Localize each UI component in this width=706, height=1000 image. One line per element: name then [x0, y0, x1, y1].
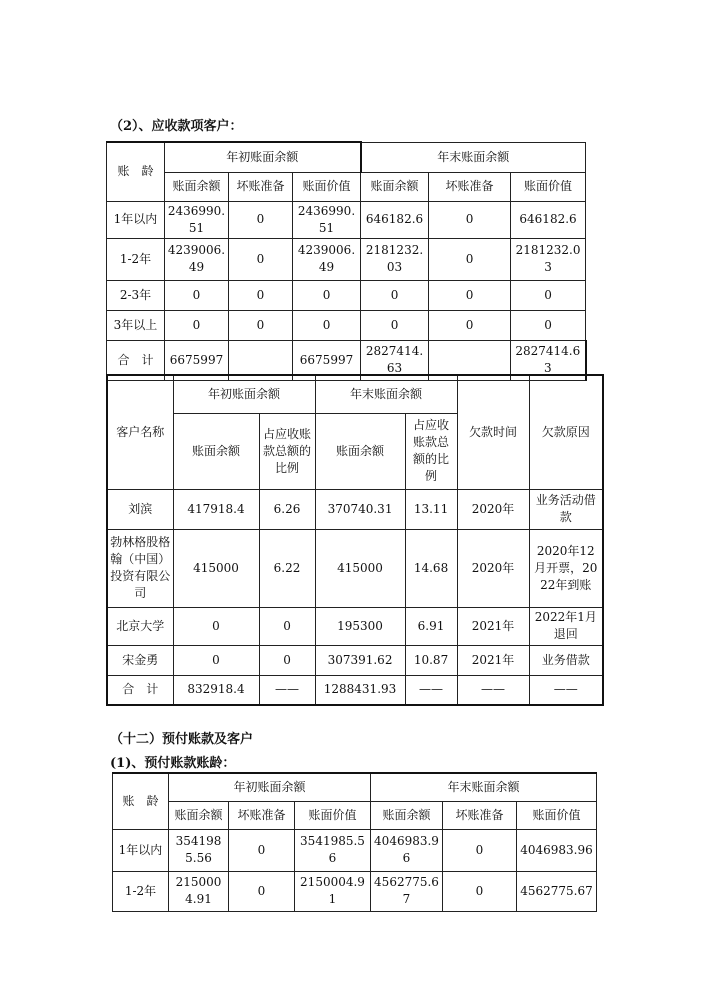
prepayments-heading: （十二）预付账款及客户 — [110, 732, 254, 747]
subheader-cell: 账面价值 — [295, 801, 371, 829]
table-cell: 0 — [443, 871, 517, 911]
table-cell: —— — [457, 675, 529, 705]
table-cell: 832918.4 — [173, 675, 259, 705]
subheader-cell: 账面余额 — [169, 801, 229, 829]
row-label: 1-2年 — [113, 871, 169, 911]
row-label: 1-2年 — [107, 238, 165, 280]
prepayments-aging-subheading: (1)、预付账款账龄： — [110, 756, 236, 771]
subheader-cell: 账面余额 — [165, 172, 229, 201]
subheader-cell: 占应收账款总额的比例 — [405, 413, 457, 489]
table-cell: 0 — [511, 280, 586, 310]
subheader-cell: 账面价值 — [517, 801, 597, 829]
table-cell: 0 — [229, 280, 293, 310]
table-cell: 4046983.96 — [517, 829, 597, 871]
table-cell: 307391.62 — [315, 645, 405, 675]
table-cell: 0 — [229, 201, 293, 238]
table-cell: 2020年12月开票，2022年到账 — [529, 529, 603, 607]
table-cell: 417918.4 — [173, 489, 259, 529]
subheader-cell: 账面余额 — [371, 801, 443, 829]
header-begin-balance: 年初账面余额 — [165, 142, 361, 172]
table-cell: 0 — [165, 310, 229, 340]
table-cell: 10.87 — [405, 645, 457, 675]
table-cell: 0 — [429, 238, 511, 280]
table-cell: 2436990.51 — [293, 201, 361, 238]
table-cell: 370740.31 — [315, 489, 405, 529]
table-cell: 0 — [429, 201, 511, 238]
table-cell: 0 — [293, 310, 361, 340]
header-debt-reason: 欠款原因 — [529, 375, 603, 489]
table-cell: 2020年 — [457, 529, 529, 607]
table-cell: —— — [259, 675, 315, 705]
header-begin-balance: 年初账面余额 — [169, 773, 371, 801]
customer-name: 合 计 — [107, 675, 173, 705]
table-cell: 646182.6 — [361, 201, 429, 238]
table-cell: 0 — [229, 829, 295, 871]
row-label: 2-3年 — [107, 280, 165, 310]
receivables-customer-table — [106, 374, 604, 706]
row-label: 合 计 — [107, 340, 165, 380]
table-cell: 4239006.49 — [165, 238, 229, 280]
header-age: 账 龄 — [107, 142, 165, 201]
table-cell: 2181232.03 — [511, 238, 586, 280]
table-cell: 195300 — [315, 607, 405, 645]
header-end-balance: 年末账面余额 — [315, 375, 457, 413]
table-row — [107, 607, 603, 645]
header-debt-time: 欠款时间 — [457, 375, 529, 489]
table-row — [107, 280, 586, 310]
subheader-cell: 占应收账款总额的比例 — [259, 413, 315, 489]
table-cell: —— — [405, 675, 457, 705]
table-cell: 646182.6 — [511, 201, 586, 238]
table-cell: 4562775.67 — [517, 871, 597, 911]
table-cell: 6.22 — [259, 529, 315, 607]
receivables-aging-table — [106, 141, 587, 381]
table-cell: 0 — [229, 871, 295, 911]
table-cell: 415000 — [315, 529, 405, 607]
header-end-balance: 年末账面余额 — [371, 773, 597, 801]
table-cell: 2181232.03 — [361, 238, 429, 280]
prepayments-aging-table — [112, 772, 597, 912]
table-row-total — [107, 675, 603, 705]
table-cell: 6.91 — [405, 607, 457, 645]
table-row — [113, 829, 597, 871]
table-cell: 1288431.93 — [315, 675, 405, 705]
customer-name: 勃林格股格翰（中国）投资有限公司 — [107, 529, 173, 607]
subheader-cell: 账面价值 — [293, 172, 361, 201]
table-cell: 0 — [165, 280, 229, 310]
customer-name: 北京大学 — [107, 607, 173, 645]
table-cell: 2827414.63 — [511, 340, 586, 380]
table-cell: 4239006.49 — [293, 238, 361, 280]
table-cell: 0 — [511, 310, 586, 340]
subheader-cell: 账面余额 — [173, 413, 259, 489]
table-cell: 6.26 — [259, 489, 315, 529]
table-cell: 3541985.56 — [169, 829, 229, 871]
table-cell: 0 — [229, 238, 293, 280]
subheader-cell: 账面余额 — [361, 172, 429, 201]
table-cell: 2436990.51 — [165, 201, 229, 238]
row-label: 1年以内 — [113, 829, 169, 871]
table-row — [107, 238, 586, 280]
table-cell: 6675997 — [165, 340, 229, 380]
table-cell: 0 — [293, 280, 361, 310]
table-cell: 415000 — [173, 529, 259, 607]
subheader-cell: 坏账准备 — [229, 172, 293, 201]
table-cell: 4046983.96 — [371, 829, 443, 871]
table-cell: 0 — [173, 645, 259, 675]
table-cell: 6675997 — [293, 340, 361, 380]
table-cell: 0 — [259, 645, 315, 675]
header-end-balance: 年末账面余额 — [361, 142, 586, 172]
table-cell: 0 — [361, 310, 429, 340]
customer-name: 宋金勇 — [107, 645, 173, 675]
subheader-cell: 坏账准备 — [443, 801, 517, 829]
table-cell: 0 — [361, 280, 429, 310]
table-cell: 0 — [259, 607, 315, 645]
table-cell: 2827414.63 — [361, 340, 429, 380]
subheader-cell: 坏账准备 — [429, 172, 511, 201]
table-cell: 0 — [229, 310, 293, 340]
table-row — [113, 871, 597, 911]
table-row — [107, 201, 586, 238]
header-begin-balance: 年初账面余额 — [173, 375, 315, 413]
customer-name: 刘滨 — [107, 489, 173, 529]
row-label: 3年以上 — [107, 310, 165, 340]
table-cell: 0 — [429, 310, 511, 340]
table-cell: 3541985.56 — [295, 829, 371, 871]
subheader-cell: 账面价值 — [511, 172, 586, 201]
table-cell: —— — [529, 675, 603, 705]
table-cell: 2150004.91 — [295, 871, 371, 911]
table-cell: 2021年 — [457, 645, 529, 675]
table-row — [107, 310, 586, 340]
table-cell: 业务借款 — [529, 645, 603, 675]
table-cell: 13.11 — [405, 489, 457, 529]
table-cell: 业务活动借款 — [529, 489, 603, 529]
table-cell: 0 — [173, 607, 259, 645]
table-row — [107, 529, 603, 607]
table-cell: 14.68 — [405, 529, 457, 607]
table-cell: 2020年 — [457, 489, 529, 529]
table-cell: 2150004.91 — [169, 871, 229, 911]
table-cell: 2022年1月退回 — [529, 607, 603, 645]
table-cell: 4562775.67 — [371, 871, 443, 911]
table-row — [107, 645, 603, 675]
table-cell: 0 — [429, 280, 511, 310]
header-customer-name: 客户名称 — [107, 375, 173, 489]
header-age: 账 龄 — [113, 773, 169, 829]
table-row — [107, 489, 603, 529]
subheader-cell: 坏账准备 — [229, 801, 295, 829]
table-cell: 0 — [443, 829, 517, 871]
receivables-customers-heading: （2）、应收款项客户： — [110, 119, 243, 134]
subheader-cell: 账面余额 — [315, 413, 405, 489]
row-label: 1年以内 — [107, 201, 165, 238]
table-cell: 2021年 — [457, 607, 529, 645]
